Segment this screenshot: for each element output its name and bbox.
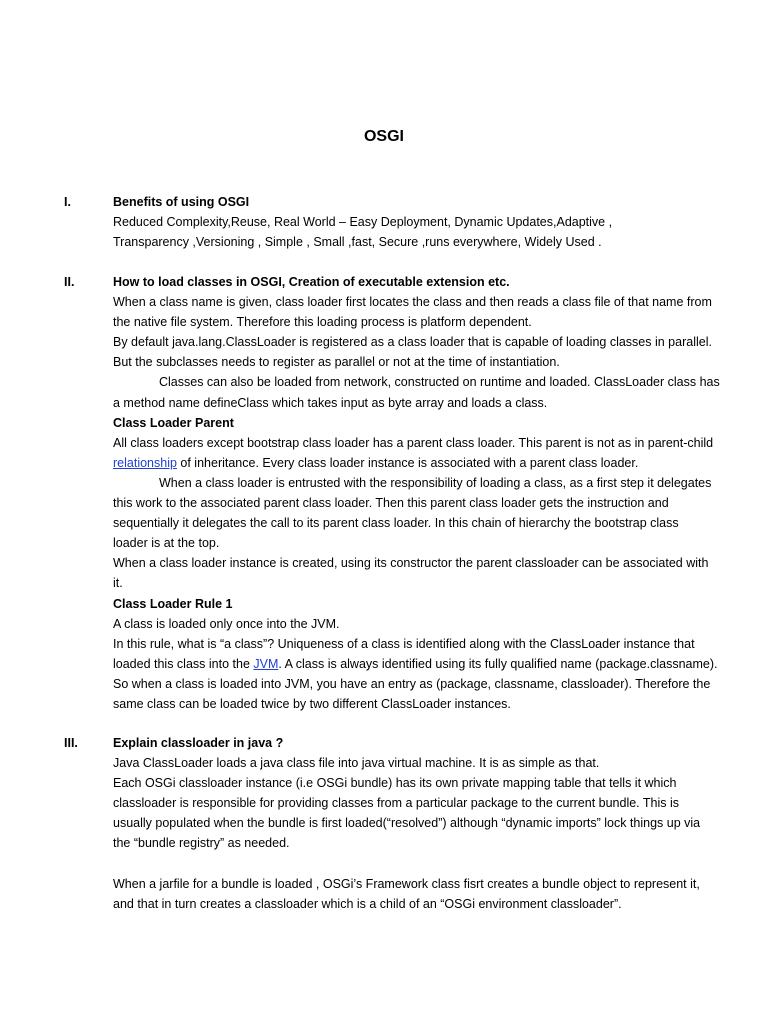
- paragraph-line: All class loaders except bootstrap class loader has a parent class loader. This parent is not as in parent-child: [113, 435, 714, 450]
- paragraph-line: When a class loader is entrusted with the responsibility of loading a class, as a first step it delegates: [159, 475, 712, 490]
- paragraph-line: sequentially it delegates the call to its parent class loader. In this chain of hierarchy the bootstrap class: [113, 516, 679, 531]
- paragraph-line: When a class loader instance is created, using its constructor the parent classloader can be associated with: [113, 556, 709, 571]
- paragraph-line: this work to the associated parent class loader. Then this parent class loader gets the instruction and: [113, 496, 669, 511]
- paragraph-line: Classes can also be loaded from network, constructed on runtime and loaded. ClassLoader class has: [159, 375, 720, 390]
- section-number: II.: [64, 275, 75, 289]
- relationship-link[interactable]: relationship: [113, 455, 177, 470]
- page-title: OSGI: [363, 128, 404, 145]
- paragraph-line: it.: [113, 576, 123, 591]
- section-body: [113, 272, 723, 714]
- line-text: of inheritance. Every class loader instance is associated with a parent class loader.: [176, 455, 639, 470]
- section-heading: How to load classes in OSGI, Creation of executable extension etc.: [113, 275, 510, 289]
- paragraph-line: Java ClassLoader loads a java class file into java virtual machine. It is as simple as that.: [113, 756, 600, 771]
- paragraph-line: Transparency ,Versioning , Simple , Small ,fast, Secure ,runs everywhere, Widely Used .: [113, 235, 602, 250]
- paragraph-line: classloader is responsible for providing classes from a particular package to the current bundle. This is: [113, 796, 680, 811]
- paragraph-line: Reduced Complexity,Reuse, Real World – Easy Deployment, Dynamic Updates,Adaptive ,: [113, 215, 613, 230]
- subheading: Class Loader Parent: [113, 415, 234, 430]
- line-text: loaded this class into the: [113, 656, 254, 671]
- line-text: . A class is always identified using its fully qualified name (package.classname).: [278, 656, 718, 671]
- paragraph-line: the native file system. Therefore this loading process is platform dependent.: [113, 315, 532, 330]
- section-heading: Explain classloader in java ?: [113, 736, 284, 750]
- section-body: [113, 733, 723, 914]
- jvm-link[interactable]: JVM: [253, 656, 279, 671]
- paragraph-gap: [113, 854, 723, 874]
- paragraph-line: Each OSGi classloader instance (i.e OSGi bundle) has its own private mapping table that tells it which: [113, 776, 677, 791]
- paragraph-line: But the subclasses needs to register as parallel or not at the time of instantiation.: [113, 355, 560, 370]
- paragraph-line: So when a class is loaded into JVM, you have an entry as (package, classname, classloader). Therefore the: [113, 676, 711, 691]
- paragraph-line: a method name defineClass which takes input as byte array and loads a class.: [113, 395, 548, 410]
- subheading: Class Loader Rule 1: [113, 596, 233, 611]
- section-heading: Benefits of using OSGI: [113, 195, 250, 209]
- paragraph-line: When a class name is given, class loader first locates the class and then reads a class file of that name from: [113, 295, 712, 310]
- paragraph-line: and that in turn creates a classloader which is a child of an “OSGi environment classloader”.: [113, 896, 622, 911]
- paragraph-line: [113, 453, 723, 473]
- paragraph-line: By default java.lang.ClassLoader is registered as a class loader that is capable of loading classes in parallel.: [113, 335, 712, 350]
- paragraph-line: When a jarfile for a bundle is loaded , OSGi’s Framework class fisrt creates a bundle object to represent it,: [113, 876, 700, 891]
- paragraph-line: In this rule, what is “a class”? Uniqueness of a class is identified along with the ClassLoader instance that: [113, 636, 695, 651]
- paragraph-line: [113, 654, 723, 674]
- paragraph-line: usually populated when the bundle is first loaded(“resolved”) although “dynamic imports” lock things up via: [113, 816, 701, 831]
- section-number: I.: [64, 195, 71, 209]
- paragraph-line: A class is loaded only once into the JVM.: [113, 616, 340, 631]
- section-number: III.: [64, 736, 78, 750]
- section-body: [113, 192, 723, 252]
- paragraph-line: same class can be loaded twice by two different ClassLoader instances.: [113, 696, 511, 711]
- paragraph-line: the “bundle registry” as needed.: [113, 836, 290, 851]
- paragraph-line: loader is at the top.: [113, 536, 220, 551]
